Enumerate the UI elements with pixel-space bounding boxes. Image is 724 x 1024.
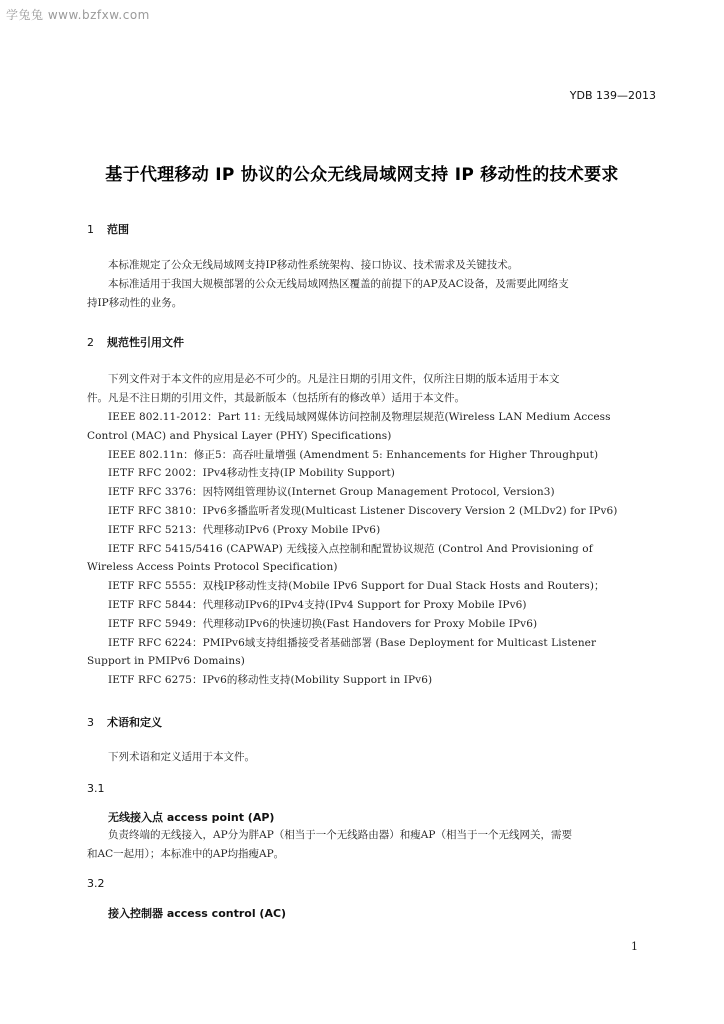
reference-item: IETF RFC 5949：代理移动IPv6的快速切换(Fast Handovers for Proxy Mobile IPv6) [108,617,538,630]
reference-item-continued: Wireless Access Points Protocol Specification) [87,561,338,574]
term-heading: 接入控制器 access control (AC) [108,907,287,920]
section-number: 1 [87,223,94,236]
reference-list [87,408,657,690]
document-title: 基于代理移动 IP 协议的公众无线局域网支持 IP 移动性的技术要求 [105,165,619,185]
reference-item: IETF RFC 6224：PMIPv6域支持组播接受者基础部署 (Base Deployment for Multicast Listener [108,636,597,649]
reference-item: IETF RFC 3810：IPv6多播监听者发现(Multicast Listener Discovery Version 2 (MLDv2) for IPv6) [108,504,618,517]
reference-item: IEEE 802.11-2012：Part 11: 无线局域网媒体访问控制及物理层规范(Wireless LAN Medium Access [108,411,611,423]
section-2-heading [87,334,184,350]
clause-number: 3.1 [87,782,105,795]
watermark: 学兔兔 www.bzfxw.com [6,8,150,22]
document-code: YDB 139—2013 [569,89,656,102]
reference-item: IEEE 802.11n：修正5：高吞吐量增强 (Amendment 5: Enhancements for Higher Throughput) [108,448,599,461]
term-heading: 无线接入点 access point (AP) [108,811,275,824]
reference-item: IETF RFC 5555：双栈IP移动性支持(Mobile IPv6 Support for Dual Stack Hosts and Routers)； [108,580,605,593]
paragraph-line: 负责终端的无线接入，AP分为胖AP（相当于一个无线路由器）和瘦AP（相当于一个无线网关，需要 [108,829,572,841]
reference-item: IETF RFC 5844：代理移动IPv6的IPv4支持(IPv4 Support for Proxy Mobile IPv6) [108,598,527,611]
reference-item: IETF RFC 6275：IPv6的移动性支持(Mobility Support in IPv6) [108,674,433,687]
reference-item: IETF RFC 2002：IPv4移动性支持(IP Mobility Support) [108,467,396,480]
section-title: 术语和定义 [107,716,162,729]
paragraph-line: 件。凡是不注日期的引用文件，其最新版本（包括所有的修改单）适用于本文件。 [87,392,465,404]
section-2-intro [87,370,657,408]
section-1-body [87,256,657,313]
section-3-intro [87,748,657,767]
clause-number: 3.2 [87,877,105,890]
section-number: 3 [87,716,94,729]
section-3-heading [87,714,162,730]
paragraph: 本标准规定了公众无线局域网支持IP移动性系统架构、接口协议、技术需求及关键技术。 [108,259,519,271]
section-title: 规范性引用文件 [107,336,184,349]
paragraph-line: 持IP移动性的业务。 [87,297,183,309]
term-definition [87,826,657,864]
section-1-heading [87,221,129,237]
reference-item: IETF RFC 5213：代理移动IPv6 (Proxy Mobile IPv6) [108,523,381,536]
paragraph-line: 本标准适用于我国大规模部署的公众无线局域网热区覆盖的前提下的AP及AC设备，及需要此网络支 [108,278,569,290]
paragraph: 下列术语和定义适用于本文件。 [108,751,255,763]
reference-item: IETF RFC 3376：因特网组管理协议(Internet Group Management Protocol, Version3) [108,486,555,499]
reference-item-continued: Support in PMIPv6 Domains) [87,655,245,668]
reference-item-continued: Control (MAC) and Physical Layer (PHY) Specifications) [87,429,392,442]
paragraph-line: 和AC一起用）；本标准中的AP均指瘦AP。 [87,848,285,860]
section-number: 2 [87,336,94,349]
section-title: 范围 [107,223,129,236]
page-number: 1 [631,940,638,953]
reference-item: IETF RFC 5415/5416 (CAPWAP) 无线接入点控制和配置协议规范 (Control And Provisioning of [108,542,593,555]
paragraph-line: 下列文件对于本文件的应用是必不可少的。凡是注日期的引用文件，仅所注日期的版本适用于本文 [108,373,560,385]
